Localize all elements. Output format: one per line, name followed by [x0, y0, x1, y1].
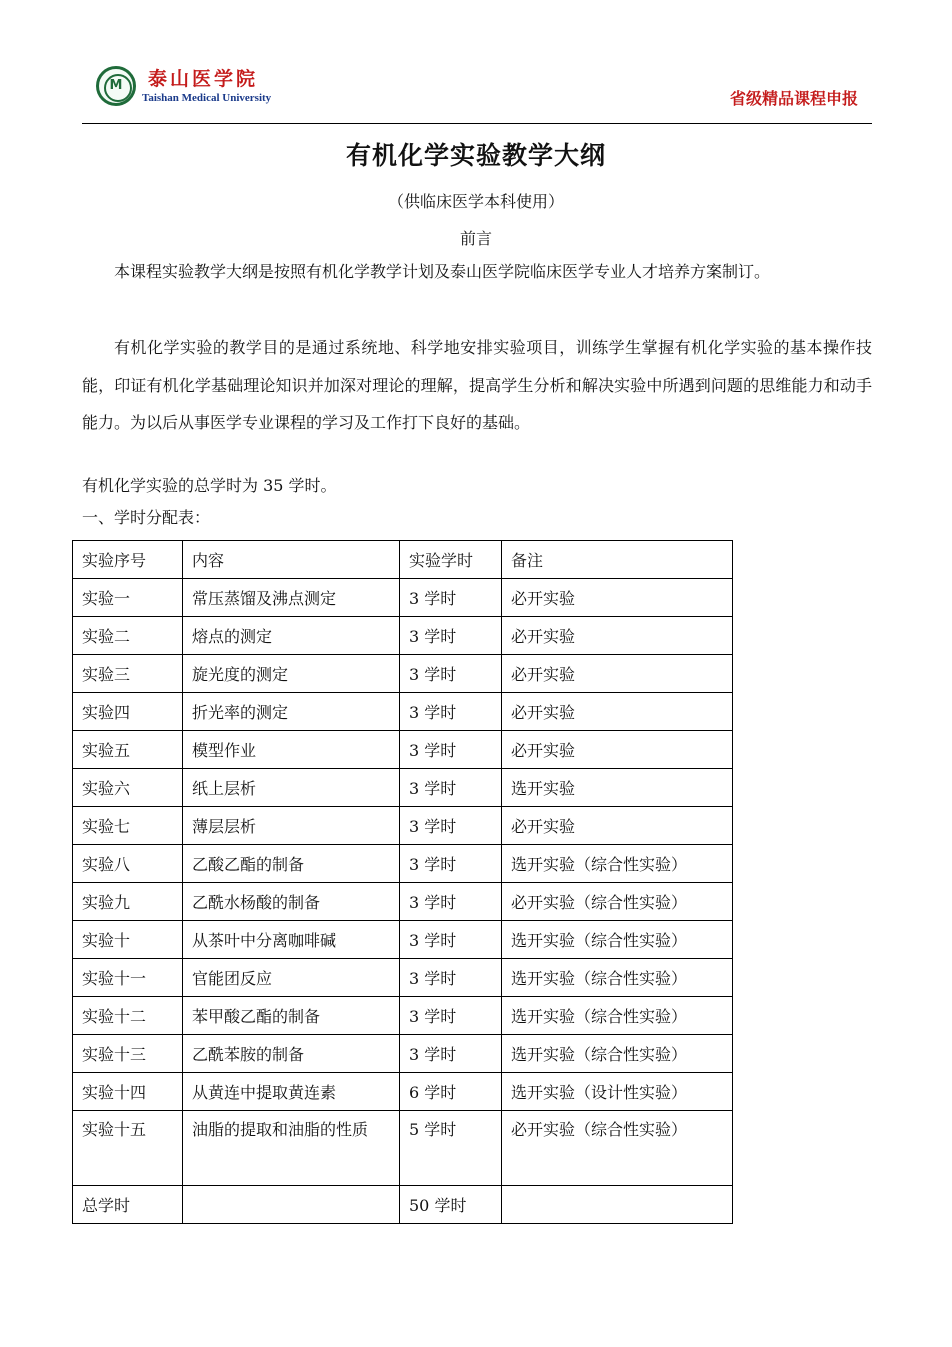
cell-remarks: 必开实验（综合性实验） — [502, 1111, 733, 1186]
cell-remarks: 必开实验 — [502, 807, 733, 845]
university-name-cn: 泰山医学院 — [148, 68, 259, 90]
table-row — [73, 579, 733, 617]
hours-allocation-table — [72, 540, 733, 1224]
cell-hours: 3 学时 — [400, 921, 502, 959]
cell-content: 熔点的测定 — [183, 617, 400, 655]
cell-hours: 3 学时 — [400, 617, 502, 655]
university-name-en: Taishan Medical University — [142, 92, 272, 104]
cell-content: 油脂的提取和油脂的性质 — [183, 1111, 400, 1186]
cell-number: 实验三 — [73, 655, 183, 693]
cell-remarks: 必开实验 — [502, 617, 733, 655]
cell-hours: 3 学时 — [400, 693, 502, 731]
cell-number: 实验十三 — [73, 1035, 183, 1073]
cell-hours: 3 学时 — [400, 731, 502, 769]
table-row — [73, 807, 733, 845]
table-row — [73, 921, 733, 959]
cell-number: 实验十 — [73, 921, 183, 959]
cell-remarks: 选开实验（综合性实验） — [502, 921, 733, 959]
cell-content: 旋光度的测定 — [183, 655, 400, 693]
cell-remarks: 选开实验（综合性实验） — [502, 997, 733, 1035]
cell-content: 纸上层析 — [183, 769, 400, 807]
cell-content: 折光率的测定 — [183, 693, 400, 731]
header-cell-content: 内容 — [183, 541, 400, 579]
cell-hours: 3 学时 — [400, 1035, 502, 1073]
table-row — [73, 883, 733, 921]
cell-hours: 3 学时 — [400, 959, 502, 997]
cell-total-remarks — [502, 1186, 733, 1224]
cell-remarks: 选开实验（综合性实验） — [502, 1035, 733, 1073]
table-header-row — [73, 541, 733, 579]
cell-number: 实验二 — [73, 617, 183, 655]
cell-number: 实验十一 — [73, 959, 183, 997]
table-row — [73, 693, 733, 731]
cell-content: 从茶叶中分离咖啡碱 — [183, 921, 400, 959]
cell-remarks: 必开实验 — [502, 731, 733, 769]
header-cell-remarks: 备注 — [502, 541, 733, 579]
table-total-row — [73, 1186, 733, 1224]
cell-number: 实验四 — [73, 693, 183, 731]
table-row — [73, 655, 733, 693]
cell-remarks: 必开实验 — [502, 579, 733, 617]
cell-hours: 3 学时 — [400, 807, 502, 845]
table-row — [73, 845, 733, 883]
table-row — [73, 1035, 733, 1073]
cell-content: 乙酰水杨酸的制备 — [183, 883, 400, 921]
table-row — [73, 1073, 733, 1111]
cell-number: 实验十二 — [73, 997, 183, 1035]
cell-hours: 3 学时 — [400, 769, 502, 807]
cell-content: 常压蒸馏及沸点测定 — [183, 579, 400, 617]
cell-content: 乙酸乙酯的制备 — [183, 845, 400, 883]
cell-hours: 3 学时 — [400, 579, 502, 617]
cell-hours: 5 学时 — [400, 1111, 502, 1186]
cell-hours: 3 学时 — [400, 997, 502, 1035]
cell-remarks: 选开实验（综合性实验） — [502, 959, 733, 997]
preface-paragraph-2: 有机化学实验的教学目的是通过系统地、科学地安排实验项目，训练学生掌握有机化学实验的基本操作技能，印证有机化学基础理论知识并加深对理论的理解，提高学生分析和解决实验中所遇到问题的思维能力和动手能力。为以后从事医学专业课程的学习及工作打下良好的基础。 — [82, 338, 872, 432]
cell-number: 实验六 — [73, 769, 183, 807]
cell-content: 从黄连中提取黄连素 — [183, 1073, 400, 1111]
cell-total-hours: 50 学时 — [400, 1186, 502, 1224]
table-row — [73, 959, 733, 997]
table-row — [73, 731, 733, 769]
cell-number: 实验五 — [73, 731, 183, 769]
cell-total-label: 总学时 — [73, 1186, 183, 1224]
cell-content: 官能团反应 — [183, 959, 400, 997]
cell-number: 实验十五 — [73, 1111, 183, 1186]
cell-content: 薄层层析 — [183, 807, 400, 845]
table-row — [73, 769, 733, 807]
cell-content: 乙酰苯胺的制备 — [183, 1035, 400, 1073]
header-divider — [82, 123, 872, 124]
cell-hours: 6 学时 — [400, 1073, 502, 1111]
table-row — [73, 997, 733, 1035]
preface-paragraph-1: 本课程实验教学大纲是按照有机化学教学计划及泰山医学院临床医学专业人才培养方案制订。 — [114, 262, 771, 281]
cell-content: 苯甲酸乙酯的制备 — [183, 997, 400, 1035]
document-subtitle: （供临床医学本科使用） — [387, 192, 564, 211]
cell-total-content — [183, 1186, 400, 1224]
cell-remarks: 必开实验 — [502, 693, 733, 731]
header-cell-hours: 实验学时 — [400, 541, 502, 579]
header-cell-number: 实验序号 — [73, 541, 183, 579]
cell-number: 实验八 — [73, 845, 183, 883]
table-row — [73, 617, 733, 655]
preface-heading: 前言 — [459, 229, 492, 248]
table-row — [73, 1111, 733, 1186]
cell-hours: 3 学时 — [400, 883, 502, 921]
page-header — [82, 62, 872, 124]
cell-hours: 3 学时 — [400, 655, 502, 693]
cell-remarks: 选开实验 — [502, 769, 733, 807]
cell-remarks: 选开实验（综合性实验） — [502, 845, 733, 883]
cell-remarks: 选开实验（设计性实验） — [502, 1073, 733, 1111]
document-title: 有机化学实验教学大纲 — [345, 141, 606, 170]
cell-remarks: 必开实验（综合性实验） — [502, 883, 733, 921]
cell-remarks: 必开实验 — [502, 655, 733, 693]
total-hours-text: 有机化学实验的总学时为 35 学时。 — [82, 476, 337, 495]
cell-hours: 3 学时 — [400, 845, 502, 883]
cell-content: 模型作业 — [183, 731, 400, 769]
section-heading-hours: 一、学时分配表： — [82, 508, 211, 527]
university-logo-icon: M — [96, 66, 136, 106]
cell-number: 实验十四 — [73, 1073, 183, 1111]
application-label: 省级精品课程申报 — [729, 89, 858, 108]
cell-number: 实验七 — [73, 807, 183, 845]
cell-number: 实验九 — [73, 883, 183, 921]
cell-number: 实验一 — [73, 579, 183, 617]
